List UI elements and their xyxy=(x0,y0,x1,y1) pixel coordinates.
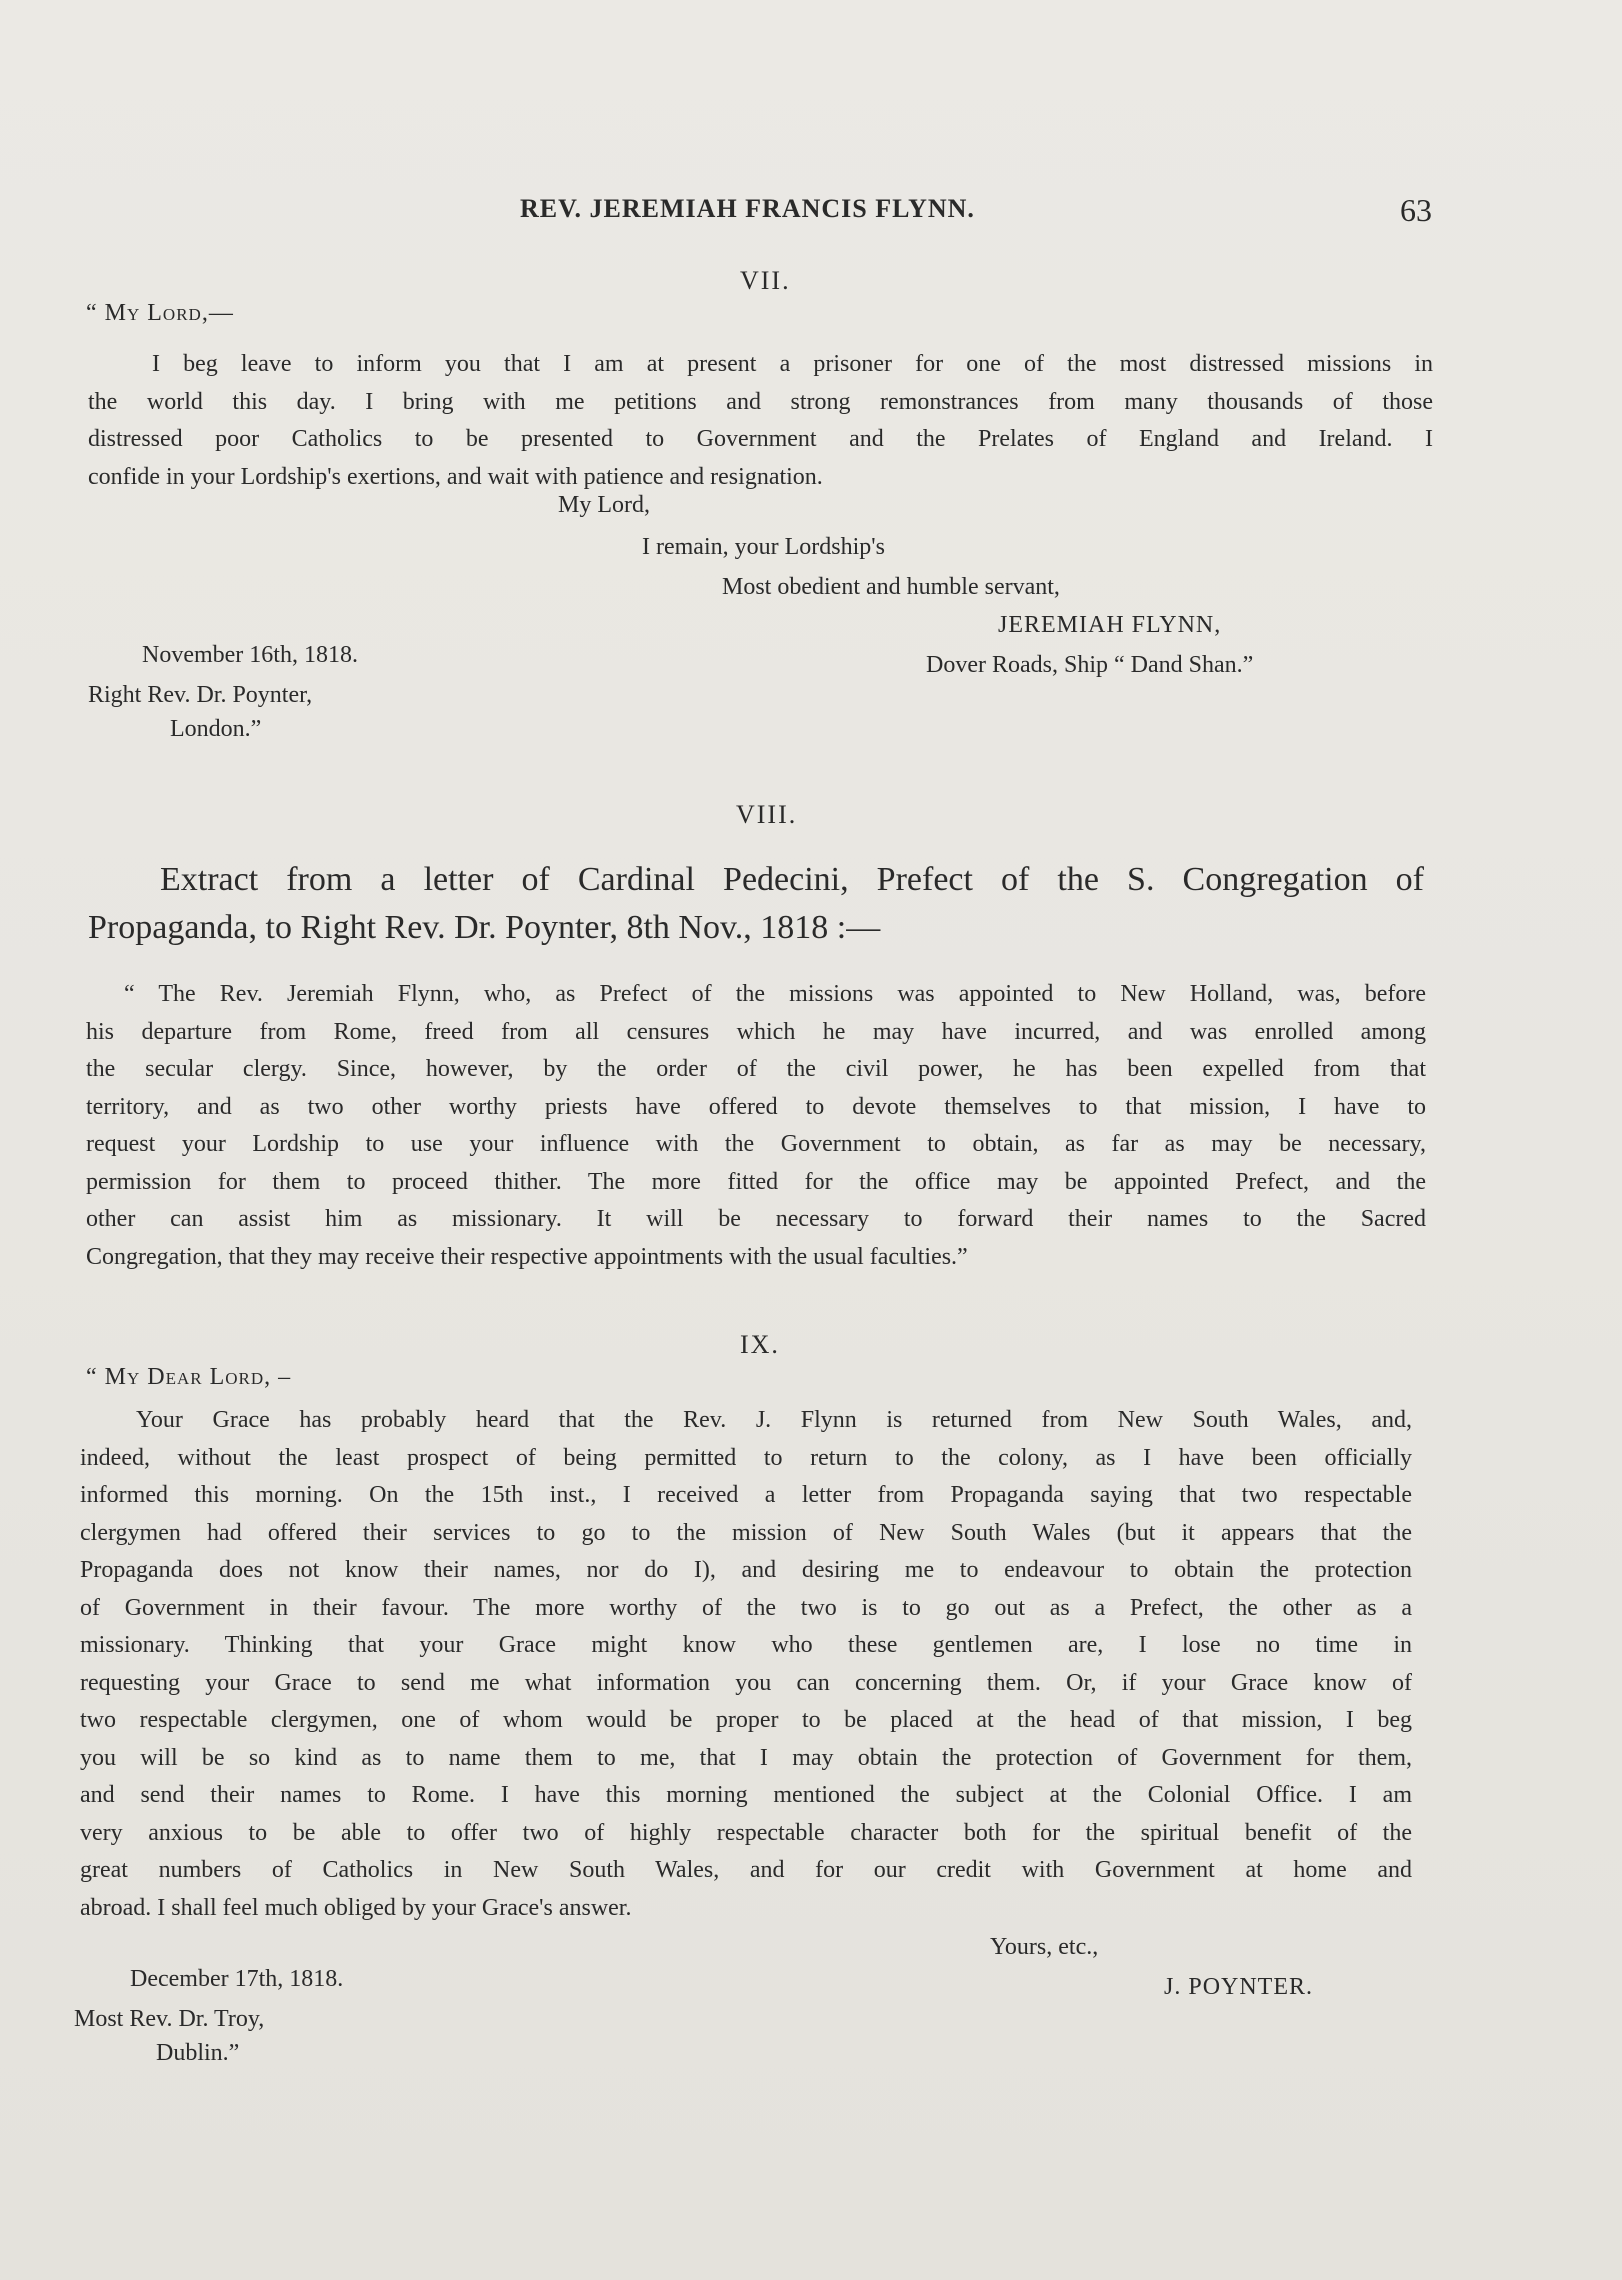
addressee-vii-line2: London.” xyxy=(170,716,262,742)
body-line: Congregation, that they may receive their respective appointments with the usual faculties.” xyxy=(86,1243,968,1270)
body-line: “ The Rev. Jeremiah Flynn, who, as Prefect of the missions was appointed to New Holland, was, before xyxy=(124,981,1426,1007)
body-line: great numbers of Catholics in New South Wales, and for our credit with Government at home and xyxy=(80,1857,1412,1883)
body-line: indeed, without the least prospect of being permitted to return to the colony, as I have been officially xyxy=(80,1444,1412,1471)
body-line: request your Lordship to use your influence with the Government to obtain, as far as may be necessary, xyxy=(86,1131,1426,1157)
body-line: and send their names to Rome. I have this morning mentioned the subject at the Colonial Office. I am xyxy=(80,1782,1412,1808)
body-line: missionary. Thinking that your Grace might know who these gentlemen are, I lose no time in xyxy=(80,1632,1412,1658)
body-line: the secular clergy. Since, however, by the order of the civil power, he has been expelled from that xyxy=(86,1056,1426,1082)
salutation-ix: “ My Dear Lord, – xyxy=(86,1364,292,1390)
date-vii: November 16th, 1818. xyxy=(142,642,358,668)
body-line: other can assist him as missionary. It will be necessary to forward their names to the Sacred xyxy=(86,1206,1426,1232)
body-line: distressed poor Catholics to be presented to Government and the Prelates of England and Ireland. I xyxy=(88,426,1433,452)
body-line: clergymen had offered their services to go to the mission of New South Wales (but it appears that the xyxy=(80,1519,1412,1546)
section-number-viii: VIII. xyxy=(736,800,798,829)
running-title: REV. JEREMIAH FRANCIS FLYNN. xyxy=(520,194,975,223)
extract-body-viii xyxy=(86,976,1426,1276)
salutation-vii: “ My Lord,— xyxy=(86,300,234,326)
body-line: territory, and as two other worthy priests have offered to devote themselves to that mission, I have to xyxy=(86,1093,1426,1120)
addressee-ix-line2: Dublin.” xyxy=(156,2040,240,2066)
body-line: very anxious to be able to offer two of highly respectable character both for the spiritual benefit of the xyxy=(80,1819,1412,1846)
body-line: you will be so kind as to name them to me, that I may obtain the protection of Government for them, xyxy=(80,1744,1412,1771)
body-line: I beg leave to inform you that I am at present a prisoner for one of the most distressed missions in xyxy=(152,351,1433,377)
extract-heading xyxy=(88,856,1424,952)
body-line: his departure from Rome, freed from all censures which he may have incurred, and was enrolled among xyxy=(86,1018,1426,1045)
closing-my-lord: My Lord, xyxy=(558,492,650,518)
section-number-ix: IX. xyxy=(740,1330,780,1359)
body-line: two respectable clergymen, one of whom would be proper to be placed at the head of that mission, I beg xyxy=(80,1707,1412,1733)
heading-line: Propaganda, to Right Rev. Dr. Poynter, 8th Nov., 1818 :— xyxy=(88,909,881,946)
closing-remain: I remain, your Lordship's xyxy=(642,534,885,560)
signature-place: Dover Roads, Ship “ Dand Shan.” xyxy=(926,652,1254,678)
body-line: informed this morning. On the 15th inst., I received a letter from Propaganda saying that two respectable xyxy=(80,1482,1412,1508)
body-line: Your Grace has probably heard that the Rev. J. Flynn is returned from New South Wales, and, xyxy=(136,1407,1412,1433)
letter-body-ix xyxy=(80,1402,1412,1927)
body-line: abroad. I shall feel much obliged by your Grace's answer. xyxy=(80,1894,632,1921)
signature-flynn: JEREMIAH FLYNN, xyxy=(998,612,1222,638)
body-line: of Government in their favour. The more worthy of the two is to go out as a Prefect, the other as a xyxy=(80,1594,1412,1621)
addressee-ix-line1: Most Rev. Dr. Troy, xyxy=(74,2006,265,2032)
closing-servant: Most obedient and humble servant, xyxy=(722,574,1060,600)
body-line: requesting your Grace to send me what information you can concerning them. Or, if your Grace know of xyxy=(80,1669,1412,1696)
date-ix: December 17th, 1818. xyxy=(130,1966,344,1992)
body-line: confide in your Lordship's exertions, and wait with patience and resignation. xyxy=(88,463,823,490)
heading-line: Extract from a letter of Cardinal Pedecini, Prefect of the S. Congregation of xyxy=(160,861,1424,898)
body-line: the world this day. I bring with me petitions and strong remonstrances from many thousands of those xyxy=(88,388,1433,415)
page-number: 63 xyxy=(1400,192,1432,228)
body-line: Propaganda does not know their names, nor do I), and desiring me to endeavour to obtain the protection xyxy=(80,1557,1412,1583)
letter-body-vii xyxy=(88,346,1433,496)
section-number-vii: VII. xyxy=(740,266,791,295)
signature-poynter: J. POYNTER. xyxy=(1164,1974,1314,2000)
body-line: permission for them to proceed thither. The more fitted for the office may be appointed Prefect, and the xyxy=(86,1168,1426,1195)
addressee-vii-line1: Right Rev. Dr. Poynter, xyxy=(88,682,313,708)
closing-yours: Yours, etc., xyxy=(990,1934,1099,1960)
